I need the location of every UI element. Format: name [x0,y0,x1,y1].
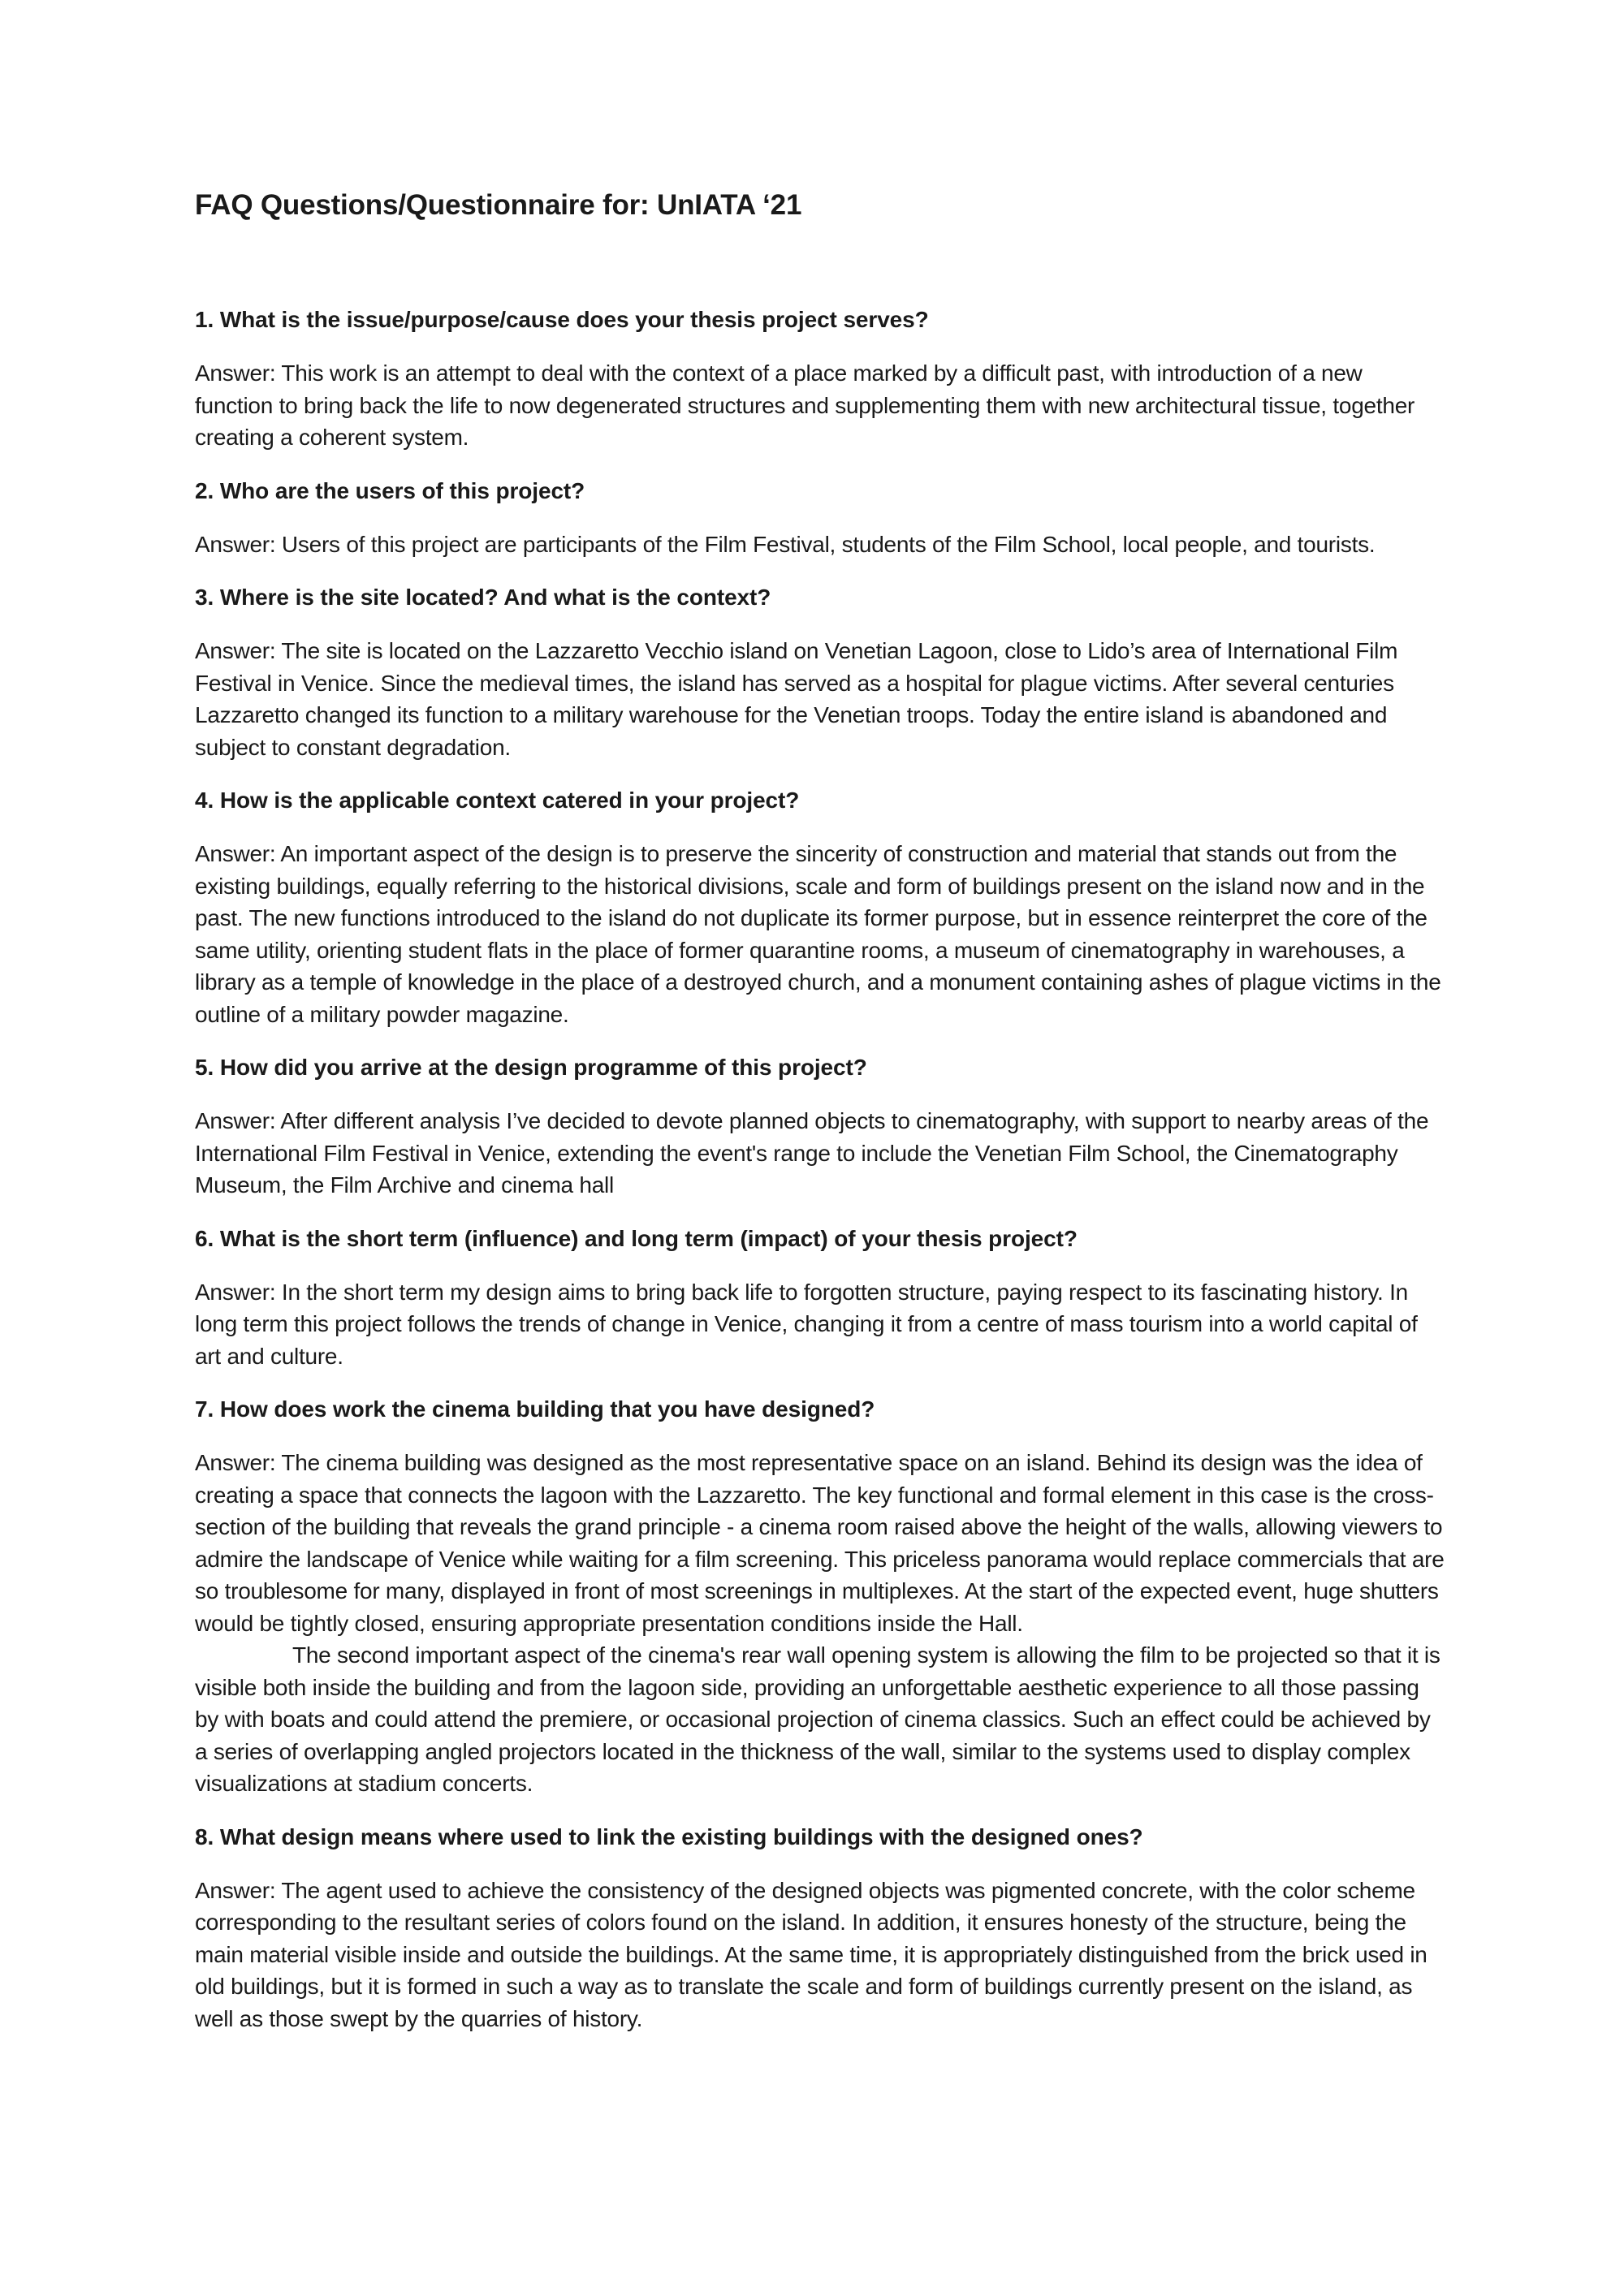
faq-question-2: 2. Who are the users of this project? [195,477,585,503]
faq-question-8: 8. What design means where used to link the existing buildings with the designed ones? [195,1823,1143,1849]
faq-answer-7-part-1: Answer: The cinema building was designed as the most representative space on an island. Behind its design was the idea of creating a space that connects the lagoon with the Lazzaretto. The key functional and formal element in this case is the cross-section of the building that reveals the grand principle - a cinema room raised above the height of the walls, allowing viewers to admire the landscape of Venice while waiting for a film screening. This priceless panorama would replace commercials that are so troublesome for many, displayed in front of most screenings in multiplexes. At the start of the expected event, huge shutters would be tightly closed, ensuring appropriate presentation conditions inside the Hall. [195,1450,1445,1636]
faq-question-6: 6. What is the short term (influence) and long term (impact) of your thesis project? [195,1225,1078,1251]
faq-item-1 [195,304,1445,454]
faq-question-5: 5. How did you arrive at the design programme of this project? [195,1055,867,1080]
faq-answer-1: Answer: This work is an attempt to deal with the context of a place marked by a difficult past, with introduction of a new function to bring back the life to now degenerated structures and supplementing them with new architectural tissue, together creating a coherent system. [195,360,1415,450]
faq-item-6 [195,1223,1445,1373]
faq-item-5 [195,1051,1445,1202]
faq-item-8 [195,1821,1445,2035]
faq-answer-4: Answer: An important aspect of the design is to preserve the sincerity of construction and material that stands out from the existing buildings, equally referring to the historical divisions, scale and form of buildings present on the island now and in the past. The new functions introduced to the island do not duplicate its former purpose, but in essence reinterpret the core of the same utility, orienting student flats in the place of former quarantine rooms, a museum of cinematography in warehouses, a library as a temple of knowledge in the place of a destroyed church, and a monument containing ashes of plague victims in the outline of a military powder magazine. [195,841,1441,1027]
faq-item-4 [195,784,1445,1030]
faq-answer-5: Answer: After different analysis I’ve decided to devote planned objects to cinematography, with support to nearby areas of the International Film Festival in Venice, extending the event's range to include the Venetian Film School, the Cinematography Museum, the Film Archive and cinema hall [195,1108,1429,1198]
faq-question-4: 4. How is the applicable context catered in your project? [195,788,800,813]
faq-answer-2: Answer: Users of this project are participants of the Film Festival, students of the Film School, local people, and tourists. [195,531,1376,557]
faq-question-3: 3. Where is the site located? And what is the context? [195,585,771,610]
faq-answer-6: Answer: In the short term my design aims to bring back life to forgotten structure, paying respect to its fascinating history. In long term this project follows the trends of change in Venice, changing it from a centre of mass tourism into a world capital of art and culture. [195,1279,1418,1369]
document-page [195,188,1445,2056]
faq-answer-3: Answer: The site is located on the Lazzaretto Vecchio island on Venetian Lagoon, close to Lido’s area of International Film Festival in Venice. Since the medieval times, the island has served as a hospital for plague victims. After several centuries Lazzaretto changed its function to a military warehouse for the Venetian troops. Today the entire island is abandoned and subject to constant degradation. [195,638,1398,760]
faq-item-2 [195,475,1445,561]
faq-answer-7 [195,1447,1445,1800]
faq-question-1: 1. What is the issue/purpose/cause does your thesis project serves? [195,307,929,332]
faq-answer-8: Answer: The agent used to achieve the consistency of the designed objects was pigmented concrete, with the color scheme corresponding to the resultant series of colors found on the island. In addition, it ensures honesty of the structure, being the main material visible inside and outside the buildings. At the same time, it is appropriately distinguished from the brick used in old buildings, but it is formed in such a way as to translate the scale and form of buildings currently present on the island, as well as those swept by the quarries of history. [195,1877,1427,2031]
document-title: FAQ Questions/Questionnaire for: UnIATA ‘21 [195,189,802,221]
faq-item-7 [195,1393,1445,1800]
faq-item-3 [195,581,1445,763]
faq-question-7: 7. How does work the cinema building that you have designed? [195,1396,875,1422]
faq-answer-7-part-2: The second important aspect of the cinema's rear wall opening system is allowing the film to be projected so that it is visible both inside the building and from the lagoon side, providing an unforgettable aesthetic experience to all those passing by with boats and could attend the premiere, or occasional projection of cinema classics. Such an effect could be achieved by a series of overlapping angled projectors located in the thickness of the wall, similar to the systems used to display complex visualizations at stadium concerts. [195,1642,1440,1796]
